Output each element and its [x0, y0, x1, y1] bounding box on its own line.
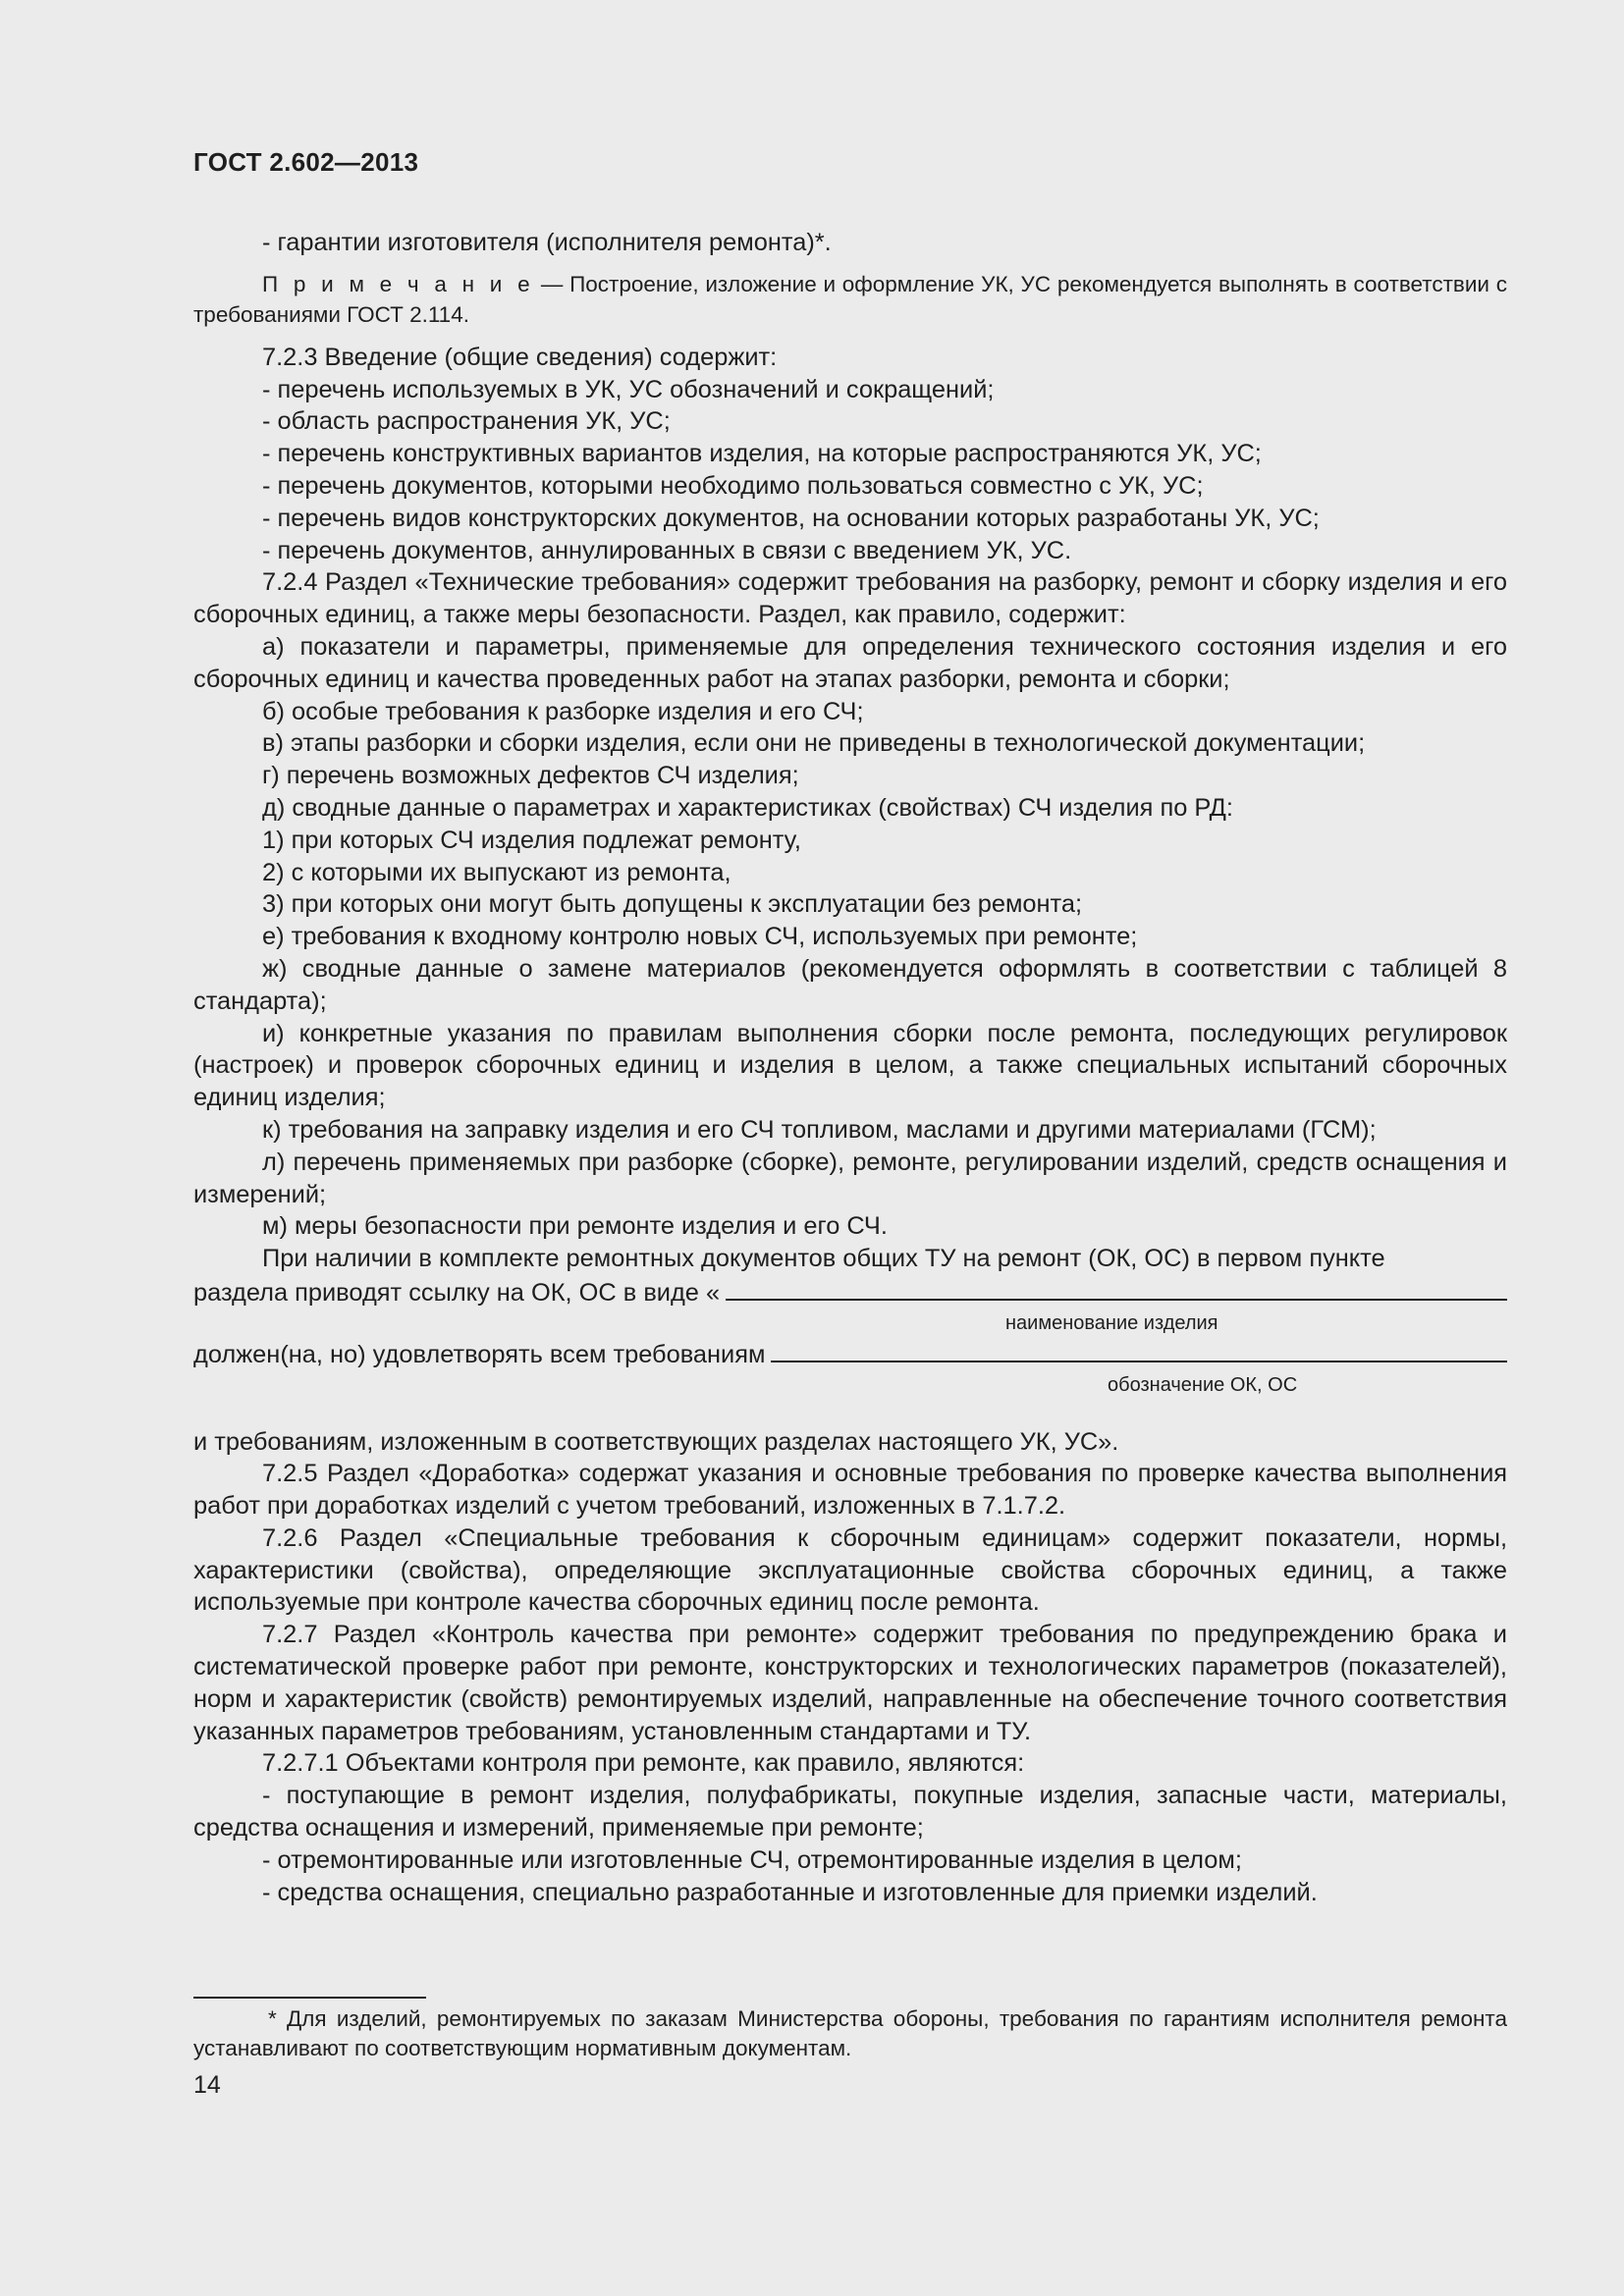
template-text: раздела приводят ссылку на ОК, ОС в виде « — [193, 1278, 721, 1307]
note-text: — Построение, изложение и оформление УК, УС рекомендуется выполнять в соответствии с требованиями ГОСТ 2.114. — [193, 271, 1507, 327]
template-line-2 — [193, 1337, 1507, 1371]
list-item: 2) с которыми их выпускают из ремонта, — [262, 858, 731, 886]
list-item: е) требования к входному контролю новых СЧ, используемых при ремонте; — [262, 923, 1138, 951]
paragraph: и требованиям, изложенным в соответствующих разделах настоящего УК, УС». — [193, 1427, 1119, 1456]
document-header: ГОСТ 2.602—2013 — [193, 147, 419, 177]
document-body — [193, 227, 1507, 1908]
caption-row — [193, 1371, 1507, 1399]
list-item: - средства оснащения, специально разработанные и изготовленные для приемки изделий. — [262, 1878, 1318, 1906]
clause-7-2-7-1: 7.2.7.1 Объектами контроля при ремонте, как правило, являются: — [262, 1749, 1025, 1778]
blank-line — [771, 1337, 1507, 1362]
clause-7-2-4: 7.2.4 Раздел «Технические требования» содержит требования на разборку, ремонт и сборку изделия и его сборочных единиц, а также меры безопасности. Раздел, как правило, содержит: — [193, 568, 1507, 629]
page-number: 14 — [193, 2071, 221, 2099]
list-item: б) особые требования к разборке изделия и его СЧ; — [262, 697, 864, 725]
list-item: - область распространения УК, УС; — [262, 407, 671, 436]
caption-row — [193, 1309, 1507, 1337]
template-text: должен(на, но) удовлетворять всем требованиям — [193, 1340, 766, 1368]
note-label: П р и м е ч а н и е — [262, 271, 535, 296]
note — [193, 269, 1507, 330]
clause-7-2-3: 7.2.3 Введение (общие сведения) содержит: — [262, 343, 778, 371]
list-item: - отремонтированные или изготовленные СЧ, отремонтированные изделия в целом; — [262, 1845, 1242, 1874]
blank-caption: обозначение ОК, ОС — [1108, 1373, 1298, 1396]
footnote-separator — [193, 1997, 426, 1999]
list-item: 1) при которых СЧ изделия подлежат ремонту, — [262, 826, 801, 854]
clause-7-2-7: 7.2.7 Раздел «Контроль качества при ремонте» содержит требования по предупреждению брака и систематической проверке работ при ремонте, конструкторских и технологических параметров (показателей), норм и характеристик (свойств) ремонтируемых изделий, направленные на обеспечение точного соответствия указанных параметров требованиям, установленным стандартами и ТУ. — [193, 1621, 1507, 1745]
list-item: - перечень используемых в УК, УС обозначений и сокращений; — [262, 375, 995, 403]
list-item: к) требования на заправку изделия и его СЧ топливом, маслами и другими материалами (ГСМ); — [262, 1115, 1377, 1144]
list-item: д) сводные данные о параметрах и характеристиках (свойствах) СЧ изделия по РД: — [262, 793, 1233, 822]
list-item: ж) сводные данные о замене материалов (рекомендуется оформлять в соответствии с таблицей 8 стандарта); — [193, 954, 1507, 1015]
template-line-1 — [193, 1275, 1507, 1309]
blank-caption: наименование изделия — [1005, 1311, 1218, 1334]
list-item: - перечень конструктивных вариантов изделия, на которые распространяются УК, УС; — [262, 440, 1262, 468]
paragraph: При наличии в комплекте ремонтных документов общих ТУ на ремонт (ОК, ОС) в первом пункте — [262, 1245, 1385, 1273]
list-item: 3) при которых они могут быть допущены к эксплуатации без ремонта; — [262, 890, 1083, 919]
blank-line — [726, 1275, 1507, 1301]
list-item: - перечень документов, аннулированных в связи с введением УК, УС. — [262, 536, 1072, 564]
list-item: г) перечень возможных дефектов СЧ изделия; — [262, 762, 799, 790]
list-item: - поступающие в ремонт изделия, полуфабрикаты, покупные изделия, запасные части, материалы, средства оснащения и измерений, применяемые при ремонте; — [193, 1782, 1507, 1842]
list-item: - гарантии изготовителя (исполнителя ремонта)*. — [262, 229, 832, 256]
clause-7-2-5: 7.2.5 Раздел «Доработка» содержат указания и основные требования по проверке качества выполнения работ при доработках изделий с учетом требований, изложенных в 7.1.7.2. — [193, 1460, 1507, 1521]
list-item: в) этапы разборки и сборки изделия, если они не приведены в технологической документации; — [262, 729, 1366, 758]
footnote: * Для изделий, ремонтируемых по заказам Министерства обороны, требования по гарантиям исполнителя ремонта устанавливают по соответствующим нормативным документам. — [193, 2006, 1507, 2060]
list-item: - перечень документов, которыми необходимо пользоваться совместно с УК, УС; — [262, 471, 1204, 500]
list-item: - перечень видов конструкторских документов, на основании которых разработаны УК, УС; — [262, 504, 1320, 532]
list-item: л) перечень применяемых при разборке (сборке), ремонте, регулировании изделий, средств оснащения и измерений; — [193, 1148, 1507, 1208]
list-item: м) меры безопасности при ремонте изделия и его СЧ. — [262, 1212, 888, 1241]
clause-7-2-6: 7.2.6 Раздел «Специальные требования к сборочным единицам» содержит показатели, нормы, характеристики (свойства), определяющие эксплуатационные свойства сборочных единиц, а также используемые при контроле качества сборочных единиц после ремонта. — [193, 1523, 1507, 1617]
list-item: и) конкретные указания по правилам выполнения сборки после ремонта, последующих регулировок (настроек) и проверок сборочных единиц и изделия в целом, а также специальных испытаний сборочных единиц изделия; — [193, 1019, 1507, 1112]
list-item: а) показатели и параметры, применяемые для определения технического состояния изделия и его сборочных единиц и качества проведенных работ на этапах разборки, ремонта и сборки; — [193, 632, 1507, 693]
